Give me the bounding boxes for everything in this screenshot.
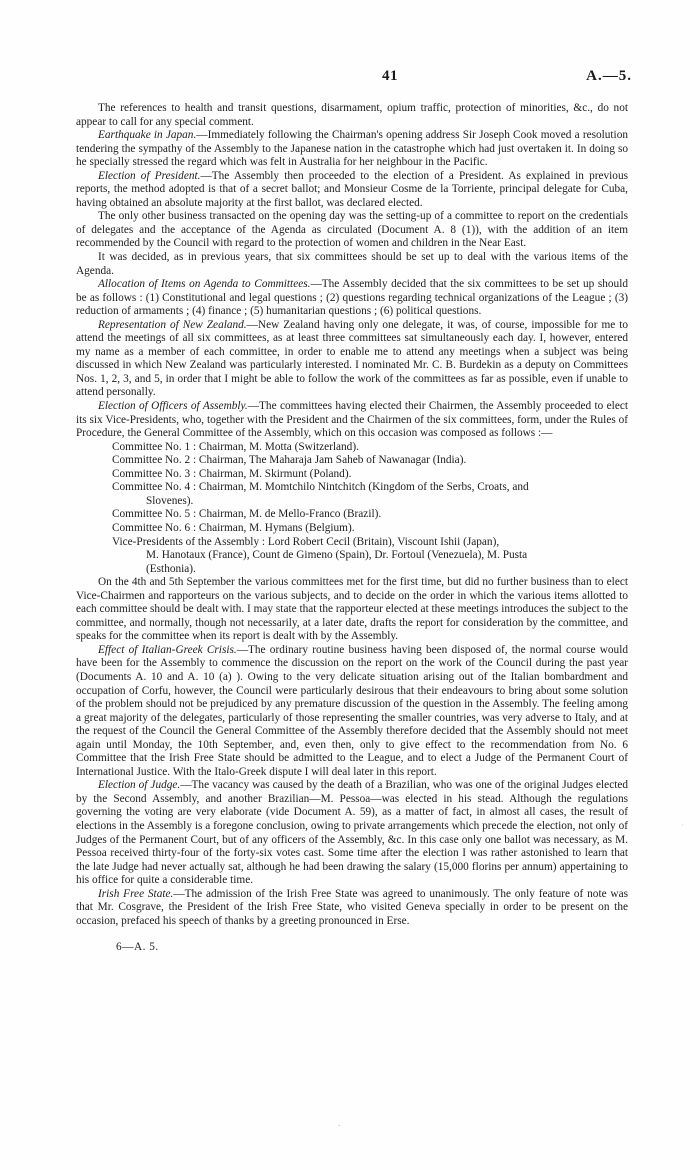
- paragraph-text: —Immediately following the Chairman's opening address Sir Joseph Cook moved a resolution tendering the sympathy of the Assembly to the Japanese nation in the catastrophe which had just overtaken it. In doing so he specially stressed the regard which was felt in Australia for her neighbour in the Pacific.: [76, 129, 628, 169]
- list-item: [76, 468, 628, 482]
- list-item: [76, 481, 628, 508]
- paragraph-text: —The admission of the Irish Free State was agreed to unanimously. The only feature of note was that Mr. Cosgrave, the President of the Irish Free State, who visited Geneva specially in order to be present on the occasion, prefaced his speech of thanks by a greeting pronounced in Erse.: [76, 887, 628, 927]
- paragraph-irish-free-state: [76, 888, 628, 929]
- paragraph-six-committees: [76, 251, 628, 278]
- paragraph-election-officers: [76, 400, 628, 441]
- committee-entry-continuation: Slovenes).: [146, 494, 194, 507]
- paragraph-lead: Earthquake in Japan.: [98, 129, 197, 142]
- paragraph-text: —The Assembly then proceeded to the election of a President. As explained in previous reports, the method adopted is that of a secret ballot; and Monsieur Cosme de la Torriente, principal delegate for Cuba, having obtained an absolute majority at the first ballot, was declared elected.: [76, 169, 628, 209]
- paragraph-election-judge: [76, 779, 628, 887]
- document-body: [76, 102, 628, 955]
- page-signature: 6—A. 5.: [116, 941, 159, 954]
- paragraph-lead: Election of President.: [98, 169, 201, 182]
- list-item: [76, 508, 628, 522]
- paragraph-representation-nz: [76, 319, 628, 400]
- paragraph-credentials: [76, 210, 628, 251]
- page-header: [72, 68, 632, 88]
- vice-presidents-line-3: (Esthonia).: [146, 562, 196, 575]
- list-item: [76, 441, 628, 455]
- paragraph-text: —The ordinary routine business having been disposed of, the normal course would have been for the Assembly to commence the discussion on the report on the work of the Council during the past year (Documents A. 10 and A. 10 (a) ). Owing to the very delicate situation arising out of the Italian bombardment and occupation of Corfu, however, the Council were particularly desirous that their endeavours to bring about some solution of the problem should not be prejudiced by any premature discussion of the question in the Assembly. The feeling among a great majority of the delegates, particularly of those representing the smaller countries, was very adverse to Italy, and at the request of the Council the General Committee of the Assembly therefore decided that the Assembly should not meet again until Monday, the 10th September, and, even then, only to give effect to the recommendation from No. 6 Committee that the Irish Free State should be admitted to the League, and to elect a Judge of the Permanent Court of International Justice. With the Italo-Greek dispute I will deal later in this report.: [76, 643, 628, 778]
- paragraph-sept-meetings: [76, 576, 628, 644]
- committee-entry: Committee No. 2 : Chairman, The Maharaja Jam Saheb of Nawanagar (India).: [112, 454, 467, 467]
- paragraph-lead: Representation of New Zealand.: [98, 318, 247, 331]
- paragraph-allocation: [76, 278, 628, 319]
- committee-entry: Committee No. 6 : Chairman, M. Hymans (Belgium).: [112, 521, 355, 534]
- paragraph-text: —The Assembly decided that the six committees to be set up should be as follows : (1) Constitutional and legal questions ; (2) questions regarding technical organizations of the League ; (3) reduction of armaments ; (4) finance ; (5) humanitarian questions ; (6) political questions.: [76, 278, 628, 318]
- paragraph-text: The references to health and transit questions, disarmament, opium traffic, protection of minorities, &c., do not appear to call for any special comment.: [76, 102, 628, 128]
- paragraph-lead: Election of Officers of Assembly.: [98, 400, 248, 413]
- page-edge-mark: ·: [681, 820, 684, 830]
- vice-presidents-line-2: M. Hanotaux (France), Count de Gimeno (Spain), Dr. Fortoul (Venezuela), M. Pusta: [146, 549, 528, 562]
- page-number: 41: [382, 68, 398, 84]
- paragraph-text: —New Zealand having only one delegate, it was, of course, impossible for me to attend the meetings of all six committees, as at least three committees sat simultaneously each day. I, however, entered my name as a member of each committee, in order to enable me to attend any meetings when a subject was being discussed in which New Zealand was particularly interested. I nominated Mr. C. B. Burdekin as a deputy on Committees Nos. 1, 2, 3, and 5, in order that I might be able to follow the work of the committees as far as possible, even if unable to attend personally.: [76, 318, 629, 399]
- paragraph-italian-greek: [76, 644, 628, 779]
- committee-entry: Committee No. 3 : Chairman, M. Skirmunt (Poland).: [112, 467, 352, 480]
- committee-chairmen-list: [76, 441, 628, 576]
- page-bottom-mark: ·: [338, 1122, 341, 1130]
- paragraph-text: It was decided, as in previous years, that six committees should be set up to deal with the various items of the Agenda.: [76, 251, 628, 277]
- paragraph-election-president: [76, 170, 628, 211]
- paragraph-text: —The vacancy was caused by the death of a Brazilian, who was one of the original Judges elected by the Second Assembly, and another Brazilian—M. Pessoa—was elected in his stead. Although the regulations governing the voting are very elaborate (vide Document A. 59), as a matter of fact, in almost all cases, the result of elections in the Assembly is a foregone conclusion, owing to private arrangements which precede the election, not only of Judges of the Permanent Court, but of any officers of the Assembly, &c. In this case only one ballot was necessary, as M. Pessoa received thirty-four of the forty-six votes cast. Some time after the election I was rather astonished to learn that the late Judge had never actually sat, although he had been drawing the salary (15,000 florins per annum) appertaining to his office for quite a considerable time.: [76, 779, 629, 887]
- paragraph-text: The only other business transacted on the opening day was the setting-up of a committee to report on the credentials of delegates and the acceptance of the Agenda as circulated (Document A. 8 (1)), with the addition of an item recommended by the Council with regard to the protection of women and children in the Near East.: [76, 210, 628, 250]
- paragraph-earthquake: [76, 129, 628, 170]
- paragraph-lead: Election of Judge.: [98, 779, 181, 792]
- list-item: [76, 454, 628, 468]
- paragraph-text: On the 4th and 5th September the various committees met for the first time, but did no further business than to elect Vice-Chairmen and rapporteurs on the various subjects, and to decide on the order in which the various items allotted to each committee should be dealt with. I may state that the rapporteur elected at these meetings introduces the subject to the committee, and normally, though not necessarily, at a later date, drafts the report for consideration by the committee, and speaks for the committee when its report is dealt with by the Assembly.: [76, 576, 628, 643]
- committee-entry: Committee No. 4 : Chairman, M. Momtchilo Nintchitch (Kingdom of the Serbs, Croats, and: [112, 481, 529, 494]
- paragraph-text: —The committees having elected their Chairmen, the Assembly proceeded to elect its six Vice-Presidents, who, together with the President and the Chairmen of the six committees, form, under the Rules of Procedure, the General Committee of the Assembly, which on this occasion was composed as follows :—: [76, 400, 628, 440]
- committee-entry: Committee No. 5 : Chairman, M. de Mello-Franco (Brazil).: [112, 508, 382, 521]
- vice-presidents-line-1: Vice-Presidents of the Assembly : Lord Robert Cecil (Britain), Viscount Ishii (Japan),: [112, 535, 500, 548]
- paragraph-references: [76, 102, 628, 129]
- committee-entry: Committee No. 1 : Chairman, M. Motta (Switzerland).: [112, 440, 359, 453]
- paragraph-lead: Irish Free State.: [98, 887, 174, 900]
- list-item-vice-presidents: [76, 536, 628, 577]
- list-item: [76, 522, 628, 536]
- paragraph-lead: Effect of Italian-Greek Crisis.: [98, 643, 237, 656]
- paragraph-lead: Allocation of Items on Agenda to Committees.: [98, 278, 311, 291]
- document-code: A.—5.: [586, 68, 632, 84]
